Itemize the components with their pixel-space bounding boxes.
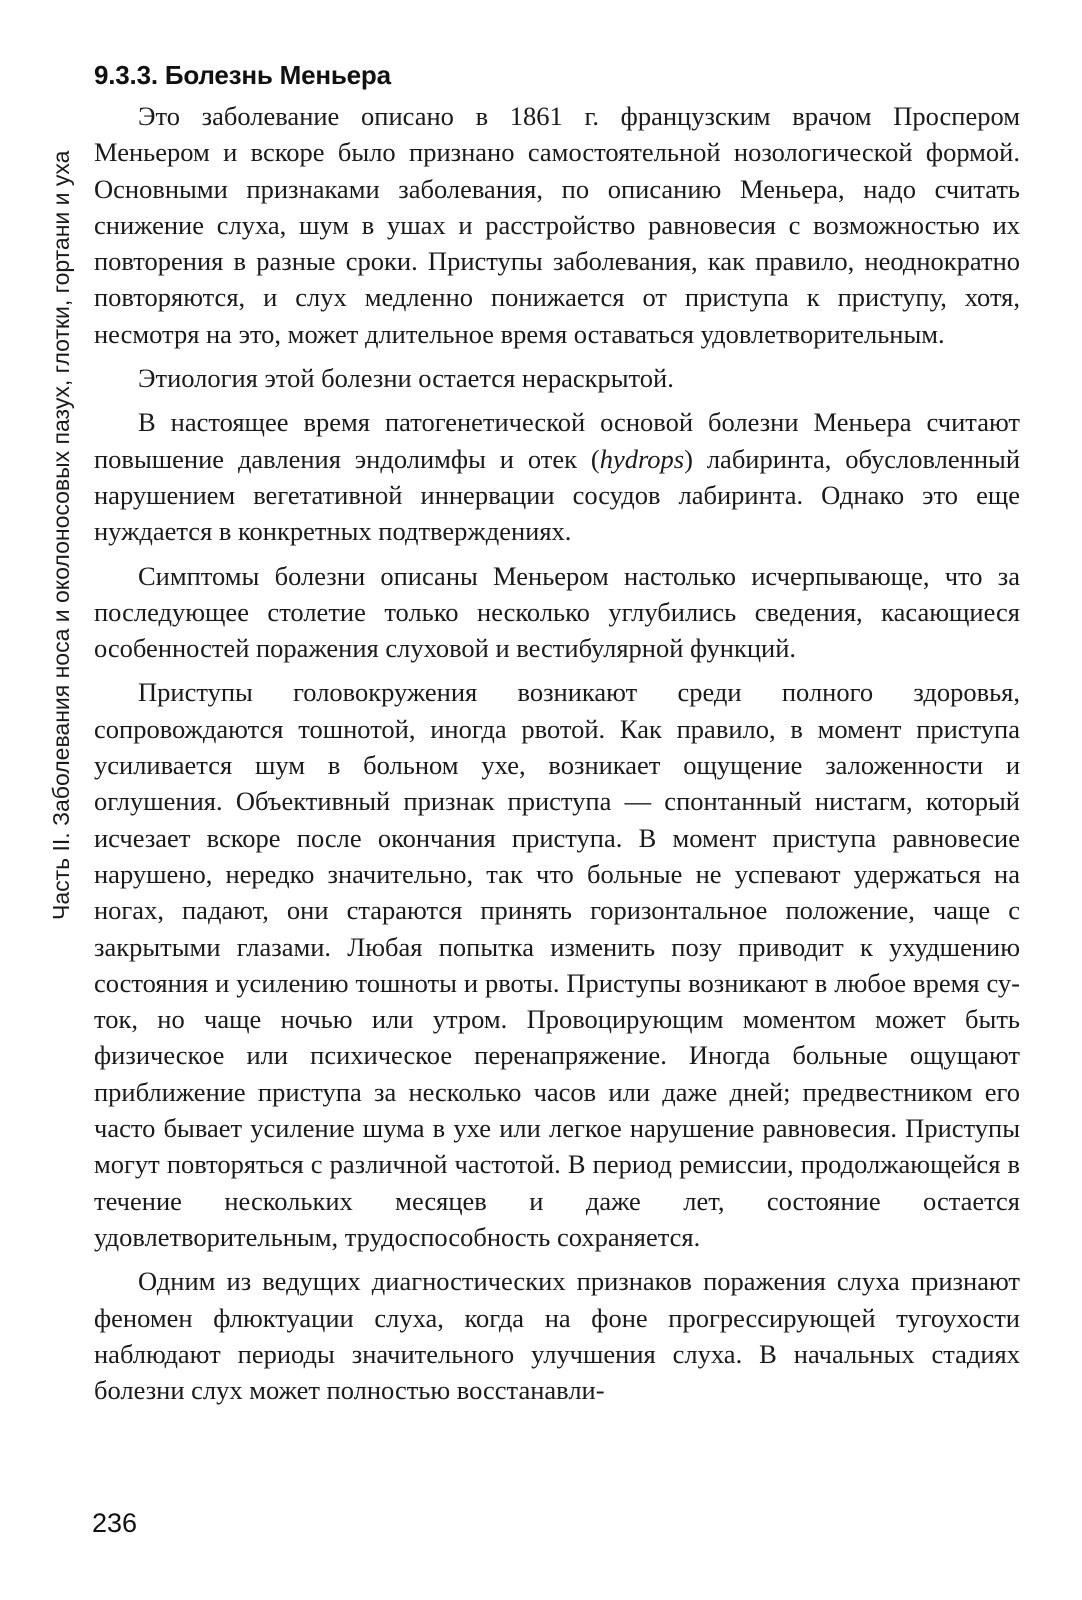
- page-number: 236: [92, 1508, 138, 1538]
- paragraph-pathogenesis: [94, 404, 1020, 549]
- paragraph-symptoms: Симптомы болезни описаны Меньером настолько исчерпывающе, что за последующее столетие только несколько углубились сведения, касающиеся особенностей поражения слуховой и вестибулярной функций.: [94, 560, 1020, 664]
- hydrops-term: hydrops: [599, 443, 685, 474]
- paragraph-hearing-fluctuation: Одним из ведущих диагностических признаков поражения слуха признают феномен флюктуации слуха, когда на фоне прогрессирующей тугоухости наблюдают периоды значительного улучшения слуха. В начальных стадиях болезни слух может полностью восстанавли-: [94, 1266, 1020, 1406]
- paragraph-attacks: Приступы головокружения возникают среди полного здоровья, сопровождаются тошнотой, иногда рвотой. Как правило, в момент приступа усиливается шум в больном ухе, возникает ощущение заложенности и оглушения. Объективный признак приступа — спонтанный нистагм, который исчезает вскоре после окончания приступа. В момент приступа равновесие нарушено, нередко значительно, так что больные не успевают удержаться на ногах, падают, они стараются принять горизонтальное положение, чаще с закрытыми глазами. Любая попытка изменить позу приводит к ухудшению состояния и усилению тошноты и рвоты. Приступы возникают в любое время суток, но чаще ночью или утром. Провоцирующим моментом может быть физическое или психическое перенапряжение. Иногда больные ощущают приближение приступа за несколько часов или даже дней; предвестником его часто бывает усиление шума в ухе или легкое нарушение равновесия. Приступы могут повторяться с различной частотой. В период ремиссии, продолжающейся в течение нескольких месяцев и даже лет, состояние остается удовлетворительным, трудоспособность сохраняется.: [94, 677, 1020, 1252]
- running-header: Часть II. Заболевания носа и околоносовых пазух, глотки, гортани и уха: [48, 150, 74, 920]
- page-body: [94, 58, 1020, 1416]
- pathogenesis-text-after: ) лабиринта, обусловленный нарушением вегетативной иннервации сосудов лабиринта. Однако это еще нуждается в конкретных подтверждениях.: [94, 443, 1020, 547]
- paragraph-etiology: Этиология этой болезни остается нераскрытой.: [138, 363, 674, 394]
- section-heading: 9.3.3. Болезнь Меньера: [94, 60, 391, 90]
- paragraph-intro: Это заболевание описано в 1861 г. французским врачом Проспером Меньером и вскоре было признано самостоятельной нозологической формой. Основными признаками заболевания, по описанию Меньера, надо считать снижение слуха, шум в ушах и расстройство равновесия с возможностью их повторения в разные сроки. Приступы заболевания, как правило, неоднократно повторяются, и слух медленно понижается от приступа к приступу, хотя, несмотря на это, может длительное время оставаться удовлетворительным.: [94, 101, 1020, 349]
- pathogenesis-text-before: В настоящее время патогенетической основой болезни Меньера считают повышение давления эндолимфы и отек (: [94, 407, 1020, 474]
